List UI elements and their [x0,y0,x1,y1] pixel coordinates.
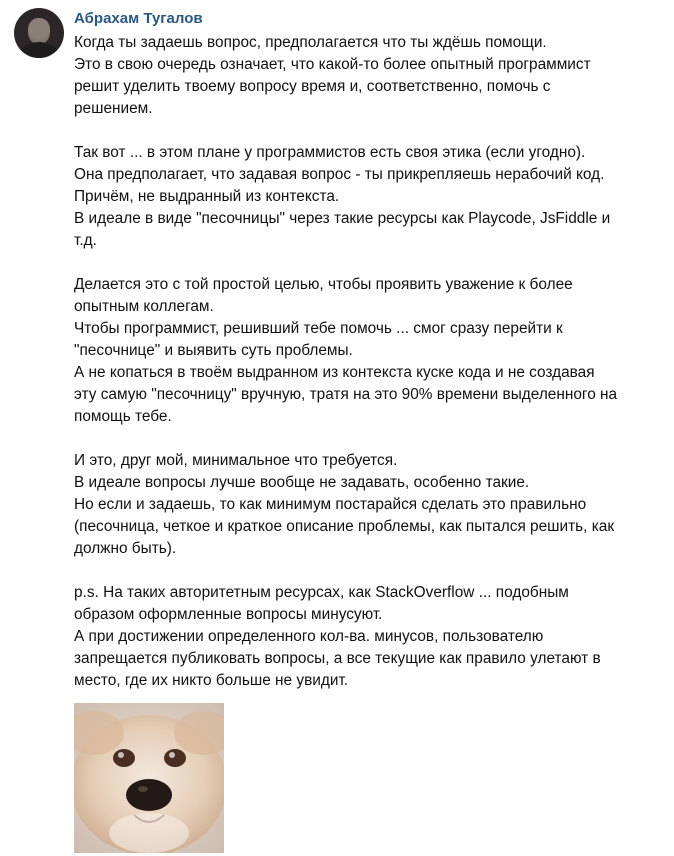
message-line: помощь тебе. [74,408,172,425]
avatar[interactable] [14,8,64,58]
message-line: Она предполагает, что задавая вопрос - ты прикрепляешь нерабочий код. [74,166,605,183]
pomeranian-photo[interactable] [74,703,224,853]
message-line: Это в свою очередь означает, что какой-то более опытный программист [74,56,591,73]
message-line: И это, друг мой, минимальное что требуется. [74,452,398,469]
message-line: Но если и задаешь, то как минимум постарайся сделать это правильно [74,496,587,513]
message-line: решением. [74,100,153,117]
message-line: эту самую "песочницу" вручную, тратя на это 90% времени выделенного на [74,386,618,403]
avatar-face [28,18,50,44]
message-line: образом оформленные вопросы минусуют. [74,606,383,623]
message-line: В идеале в виде "песочницы" через такие ресурсы как Playcode, JsFiddle и [74,210,611,227]
message-paragraph [74,450,664,560]
author-name[interactable]: Абрахам Тугалов [74,10,203,27]
message-line: Когда ты задаешь вопрос, предполагается что ты ждёшь помощи. [74,34,547,51]
message-paragraph [74,274,664,428]
message-line: место, где их никто больше не увидит. [74,672,349,689]
message-line: (песочница, четкое и краткое описание проблемы, как пытался решить, как [74,518,615,535]
message-line: Причём, не выдранный из контекста. [74,188,340,205]
message-line: А при достижении определенного кол-ва. минусов, пользователю [74,628,544,645]
message-paragraph [74,142,664,252]
dog-face-image [74,703,224,853]
message-line: Чтобы программист, решивший тебе помочь ... смог сразу перейти к [74,320,563,337]
message-line: т.д. [74,232,97,249]
message-line: В идеале вопросы лучше вообще не задавать, особенно такие. [74,474,530,491]
message-line: Делается это с той простой целью, чтобы проявить уважение к более [74,276,573,293]
message-line: "песочнице" и выявить суть проблемы. [74,342,353,359]
message-line: должно быть). [74,540,177,557]
message-line: Так вот ... в этом плане у программистов есть своя этика (если угодно). [74,144,586,161]
message-line: p.s. На таких авторитетным ресурсах, как StackOverflow ... подобным [74,584,569,601]
avatar-shoulders [20,42,58,58]
message-line: опытным коллегам. [74,298,214,315]
message-line: решит уделить твоему вопросу время и, соответственно, помочь с [74,78,551,95]
message-paragraph [74,32,664,120]
message-line: А не копаться в твоём выдранном из контекста куске кода и не создавая [74,364,595,381]
message-text [74,32,664,714]
message-line: запрещается публиковать вопросы, а все текущие как правило улетают в [74,650,601,667]
message-paragraph [74,582,664,692]
